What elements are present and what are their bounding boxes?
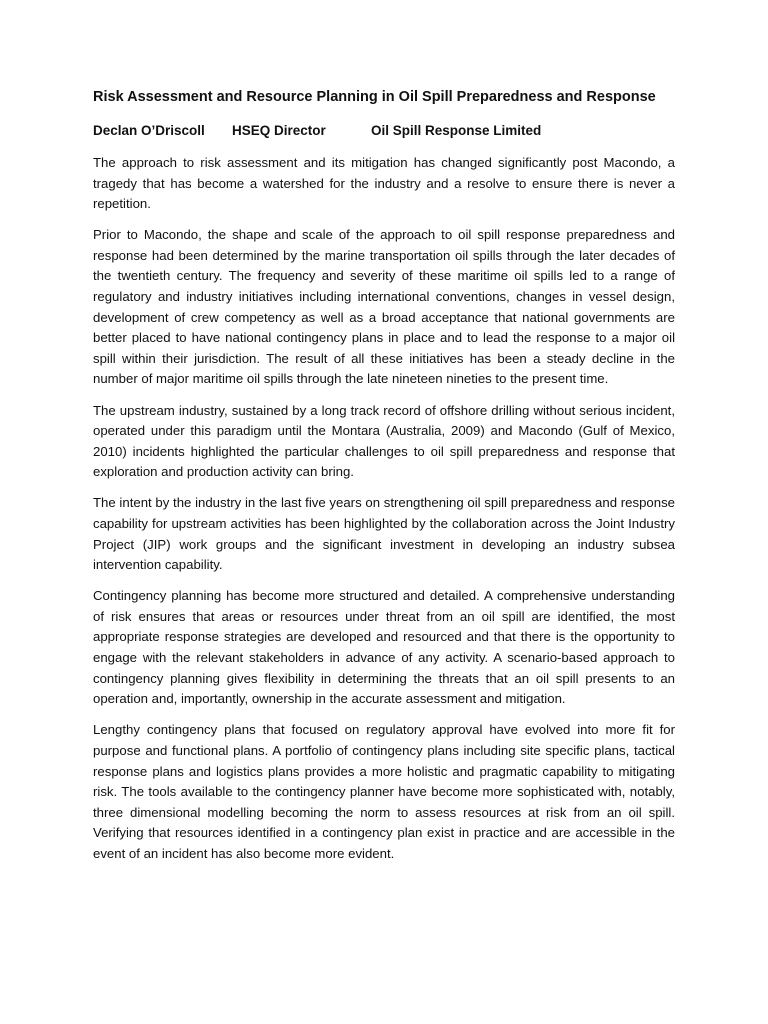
paragraph-intro: The approach to risk assessment and its mitigation has changed significantly post Macondo, a tragedy that has become a watershed for the industry and a resolve to ensure there is never a repetition. [93,155,675,212]
paragraph-upstream-industry: The upstream industry, sustained by a long track record of offshore drilling without serious incident, operated under this paradigm until the Montara (Australia, 2009) and Macondo (Gulf of Mexico, 2010) incidents highlighted the particular challenges to oil spill preparedness and response that exploration and production activity can bring. [93,402,675,480]
paragraph-contingency-planning: Contingency planning has become more structured and detailed. A comprehensive understanding of risk ensures that areas or resources under threat from an oil spill are identified, the most appropriate response strategies are developed and resourced and that there is the opportunity to engage with the relevant stakeholders in advance of any activity. A scenario-based approach to contingency planning gives flexibility in determining the threats that an oil spill presents to an operation and, importantly, ownership in the accurate assessment and mitigation. [93,588,675,707]
document-title: Risk Assessment and Resource Planning in Oil Spill Preparedness and Response [93,89,656,105]
paragraph-prior-to-macondo: Prior to Macondo, the shape and scale of the approach to oil spill response preparedness and response had been determined by the marine transportation oil spills through the later decades of the twentieth century. The frequency and severity of these maritime oil spills led to a range of regulatory and industry initiatives including international conventions, changes in vessel design, development of crew competency as well as a broad acceptance that national governments are better placed to have national contingency plans in place and to lead the response to a major oil spill within their jurisdiction. The result of all these initiatives has been a steady decline in the number of major maritime oil spills through the late nineteen nineties to the present time. [93,227,675,387]
author-organization: Oil Spill Response Limited [371,123,542,138]
author-role: HSEQ Director [232,123,326,138]
paragraph-contingency-plans-evolution: Lengthy contingency plans that focused on regulatory approval have evolved into more fit for purpose and functional plans. A portfolio of contingency plans including site specific plans, tactical response plans and logistics plans provides a more holistic and pragmatic capability to mitigating risk. The tools available to the contingency planner have become more sophisticated with, notably, three dimensional modelling becoming the norm to assess resources at risk from an oil spill. Verifying that resources identified in a contingency plan exist in practice and are accessible in the event of an incident has also become more evident. [93,722,675,861]
document-page [93,87,675,875]
paragraph-industry-intent: The intent by the industry in the last five years on strengthening oil spill preparedness and response capability for upstream activities has been highlighted by the collaboration across the Joint Industry Project (JIP) work groups and the significant investment in developing an industry subsea intervention capability. [93,495,675,573]
author-name: Declan O’Driscoll [93,123,205,138]
byline [93,121,675,141]
